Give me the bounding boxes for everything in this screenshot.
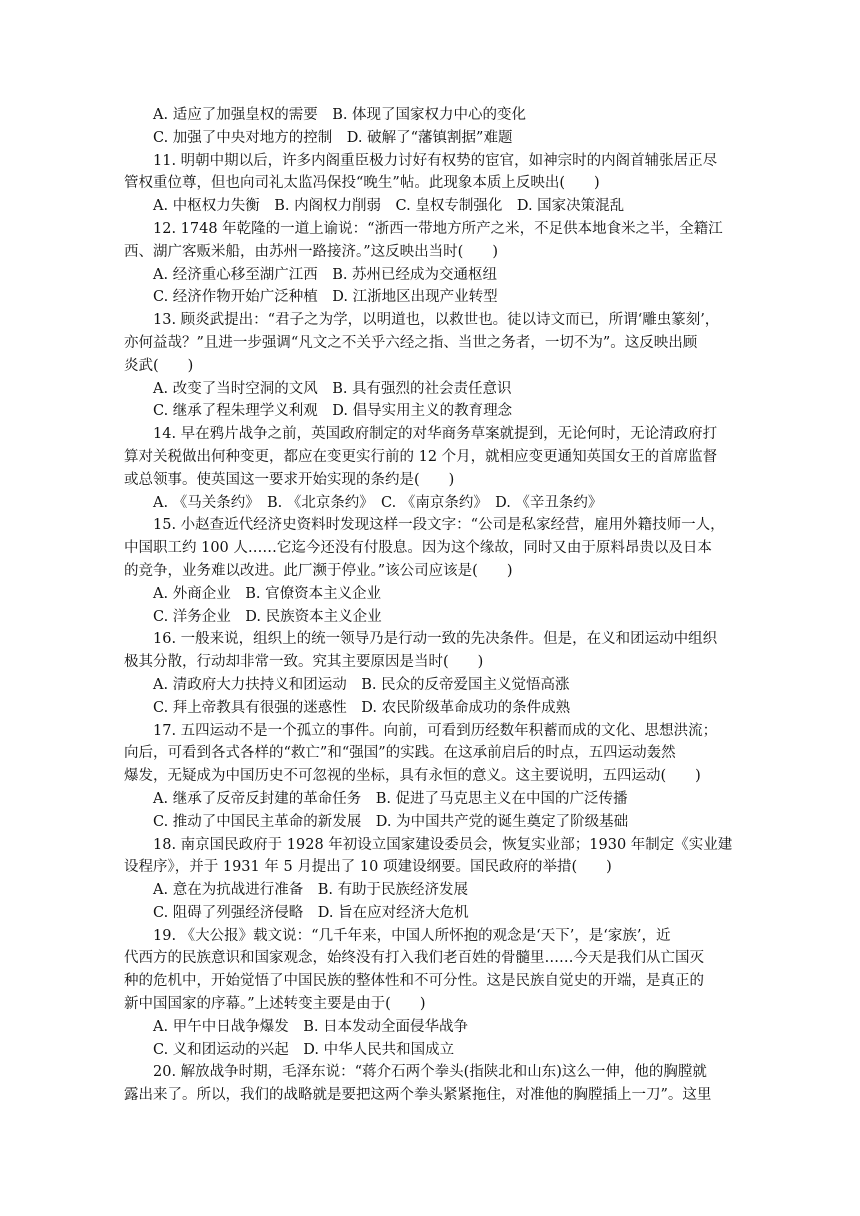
text-line: A. 经济重心移至湖广江西 B. 苏州已经成为交通枢纽 xyxy=(153,266,498,283)
text-line: C. 阻碍了列强经济侵略 D. 旨在应对经济大危机 xyxy=(153,904,469,921)
text-line: 11. 明朝中期以后，许多内阁重臣极力讨好有权势的宦官，如神宗时的内阁首辅张居正尽 xyxy=(153,152,718,169)
text-line: 的竞争，业务难以改进。此厂濒于停业。”该公司应该是( ) xyxy=(124,562,513,579)
text-line: A. 意在为抗战进行准备 B. 有助于民族经济发展 xyxy=(153,882,469,899)
text-line: C. 加强了中央对地方的控制 D. 破解了“藩镇割据”难题 xyxy=(153,129,513,146)
text-line: C. 洋务企业 D. 民族资本主义企业 xyxy=(153,608,382,625)
question-text-body xyxy=(124,104,738,1107)
text-line: C. 经济作物开始广泛种植 D. 江浙地区出现产业转型 xyxy=(153,289,498,306)
text-line: A. 甲午中日战争爆发 B. 日本发动全面侵华战争 xyxy=(153,1018,469,1035)
text-line: A. 外商企业 B. 官僚资本主义企业 xyxy=(153,585,382,602)
text-line: A. 《马关条约》 B. 《北京条约》 C. 《南京条约》 D. 《辛丑条约》 xyxy=(153,494,603,511)
text-line: A. 继承了反帝反封建的革命任务 B. 促进了马克思主义在中国的广泛传播 xyxy=(153,790,628,807)
text-line: C. 拜上帝教具有很强的迷惑性 D. 农民阶级革命成功的条件成熟 xyxy=(153,699,571,716)
text-line: C. 继承了程朱理学义利观 D. 倡导实用主义的教育理念 xyxy=(153,403,513,420)
text-line: 16. 一般来说，组织上的统一领导乃是行动一致的先决条件。但是，在义和团运动中组织 xyxy=(153,631,718,648)
text-line: 种的危机中，开始觉悟了中国民族的整体性和不可分性。这是民族自觉史的开端，是真正的 xyxy=(124,973,704,990)
text-line: 极其分散，行动却非常一致。究其主要原因是当时( ) xyxy=(124,654,484,671)
text-line: 亦何益哉？”且进一步强调“凡文之不关乎六经之指、当世之务者，一切不为”。这反映出顾 xyxy=(124,334,698,351)
text-line: C. 推动了中国民主革命的新发展 D. 为中国共产党的诞生奠定了阶级基础 xyxy=(153,813,629,830)
text-line: A. 清政府大力扶持义和团运动 B. 民众的反帝爱国主义觉悟高涨 xyxy=(153,676,570,693)
text-line: 12. 1748 年乾隆的一道上谕说：“浙西一带地方所产之米，不足供本地食米之半，全籍江 xyxy=(153,220,723,237)
text-line: 设程序》，并于 1931 年 5 月提出了 10 项建设纲要。国民政府的举措( ) xyxy=(124,859,612,876)
text-line: 算对关税做出何种变更，都应在变更实行前的 12 个月，就相应变更通知英国女王的首席监督 xyxy=(124,448,718,465)
text-line: 19. 《大公报》载文说：“几千年来，中国人所怀抱的观念是‘天下’，是‘家族’，近 xyxy=(153,927,671,944)
text-line: 或总领事。使英国这一要求开始实现的条约是( ) xyxy=(124,471,455,488)
text-line: 西、湖广客贩米船，由苏州一路接济。”这反映出当时( ) xyxy=(124,243,498,260)
text-line: 15. 小赵查近代经济史资料时发现这样一段文字：“公司是私家经营，雇用外籍技师一人， xyxy=(153,517,725,534)
text-line: 17. 五四运动不是一个孤立的事件。向前，可看到历经数年积蓄而成的文化、思想洪流； xyxy=(153,722,718,739)
text-line: 中国职工约 100 人……它迄今还没有付股息。因为这个缘故，同时又由于原料昂贵以及日本 xyxy=(124,540,712,557)
text-line: 向后，可看到各式各样的“救亡”和“强国”的实践。在这承前启后的时点，五四运动轰然 xyxy=(124,745,676,762)
text-line: 20. 解放战争时期，毛泽东说：“蒋介石两个拳头(指陕北和山东)这么一伸，他的胸膛就 xyxy=(153,1064,707,1081)
text-line: A. 改变了当时空洞的文风 B. 具有强烈的社会责任意识 xyxy=(153,380,512,397)
text-line: C. 义和团运动的兴起 D. 中华人民共和国成立 xyxy=(153,1041,455,1058)
text-line: 14. 早在鸦片战争之前，英国政府制定的对华商务草案就提到，无论何时，无论清政府打 xyxy=(153,426,718,443)
text-line: 18. 南京国民政府于 1928 年初设立国家建设委员会，恢复实业部；1930 年制定《实业建 xyxy=(153,836,733,853)
text-line: A. 中枢权力失衡 B. 内阁权力削弱 C. 皇权专制强化 D. 国家决策混乱 xyxy=(153,198,625,215)
text-line: 爆发，无疑成为中国历史不可忽视的坐标，具有永恒的意义。这主要说明，五四运动( ) xyxy=(124,768,701,785)
text-line: 代西方的民族意识和国家观念，始终没有打入我们老百姓的骨髓里……今天是我们从亡国灭 xyxy=(124,950,704,967)
text-line: 新中国国家的序幕。”上述转变主要是由于( ) xyxy=(124,996,426,1013)
text-line: 13. 顾炎武提出：“君子之为学，以明道也，以救世也。徒以诗文而已，所谓‘雕虫篆刻’， xyxy=(153,312,720,329)
text-line: 露出来了。所以，我们的战略就是要把这两个拳头紧紧拖住，对准他的胸膛插上一刀”。这里 xyxy=(124,1087,712,1104)
text-line: 管权重位尊，但也向司礼太监冯保投“晚生”帖。此现象本质上反映出( ) xyxy=(124,175,600,192)
text-line: A. 适应了加强皇权的需要 B. 体现了国家权力中心的变化 xyxy=(153,107,527,123)
text-line: 炎武( ) xyxy=(124,357,194,374)
